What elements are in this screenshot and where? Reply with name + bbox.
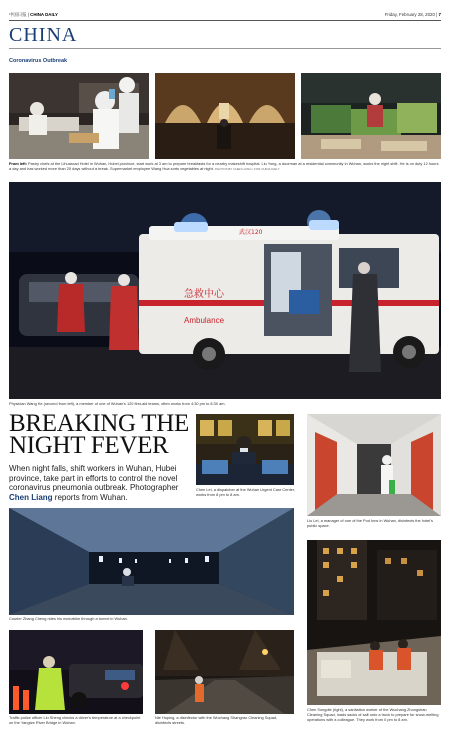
deck-tail: reports from Wuhan. [54, 492, 128, 502]
page-header: 中国日报 | CHINA DAILY Friday, February 28, 2020 | 7 [9, 12, 441, 17]
caption-ambulance: Physician Wang Ke (second from left), a member of one of Wuhan's 120 first-aid teams, often works from 4:30 pm to 8:30 am. [9, 401, 226, 406]
section-rule [9, 48, 441, 49]
caption-top-row-text: Pastry chefs at the Lihuaroad Hotel in Wuhan, Hubei province, start work at 3 am to prepare breakfasts for a nearby makeshift hospital. Liu Yong, a doorman at a residential community in Wuhan, works the night shift. He is on duty 12 hours a day and has worked more than 20 days without a break. Supermarket employee Wang Hua sorts vegetables at night. [9, 161, 439, 171]
photo-credit: PHOTOS BY CHEN LIANG / FOR CHINA DAILY [214, 166, 280, 171]
headline [9, 410, 189, 459]
ambulance-center-text: 急救中心 [184, 289, 224, 300]
headline-line-2: NIGHT FEVER [9, 432, 169, 459]
photo-doorman [155, 73, 295, 159]
photo-traffic-police [9, 630, 143, 714]
deck [9, 464, 193, 502]
caption-call-center: Chen Lei, a dispatcher at the Wuhan Urgent Care Center, works from 8 pm to 8 am. [196, 487, 295, 497]
caption-tunnel: Courier Zhang Cheng rides his motorbike through a tunnel in Wuhan. [9, 616, 128, 621]
caption-lead: From left: [9, 161, 27, 166]
photo-disinfector [155, 630, 294, 714]
headline-line-1: BREAKING THE [9, 410, 189, 437]
issue-date: Friday, February 28, 2020 [384, 12, 435, 17]
photo-call-center [196, 414, 294, 485]
kicker: Coronavirus Outbreak [9, 58, 68, 64]
publication-name: CHINA DAILY [30, 12, 58, 17]
caption-top-row [9, 162, 441, 172]
photographer-name: Chen Liang [9, 492, 53, 502]
page-number: 7 [438, 12, 441, 17]
header-rule [9, 20, 441, 21]
photo-supermarket [301, 73, 441, 159]
photo-ambulance [9, 182, 441, 399]
caption-disinfector: Nie Huping, a disinfector with the Wuchang Shangrao Cleaning Squad, disinfects streets. [155, 715, 278, 725]
photo-sanitation [307, 540, 441, 705]
deck-text: When night falls, shift workers in Wuhan, Hubei province, take part in efforts to control the novel coronavirus pneumonia outbreak. Photographer [9, 464, 179, 493]
ambulance-word: Ambulance [184, 316, 225, 325]
section-title: CHINA [9, 24, 78, 46]
caption-hotel-corridor: Liu Lei, a manager of one of the Pod Inns in Wuhan, disinfects the hotel's public space. [307, 518, 433, 528]
header-chinese-label: 中国日报 [9, 12, 27, 17]
photo-tunnel [9, 508, 294, 615]
caption-sanitation: Chen Songdie (right), a sanitation worker of the Wuchang Zhongshan Cleaning Squad, loads sacks of salt onto a truck to prepare for snow-melting operations with a colleague. They work from 0 pm to 8 am. [307, 707, 439, 722]
photo-pastry-chefs [9, 73, 149, 159]
photo-hotel-corridor [307, 414, 441, 516]
ambulance-number: 武汉120 [239, 229, 263, 236]
caption-traffic-police: Traffic police officer Liu Sheng checks a driver's temperature at a checkpoint on the Yangtze River Bridge in Wuhan. [9, 715, 141, 725]
